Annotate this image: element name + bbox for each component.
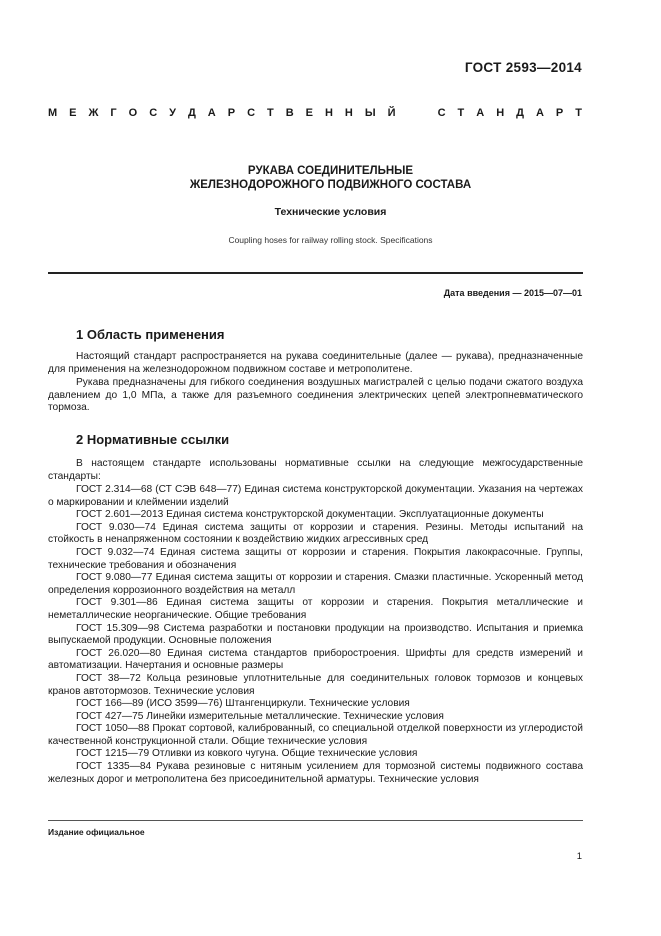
standard-type-heading <box>48 107 582 119</box>
standard-type-letter: Е <box>69 107 77 119</box>
reference-item: ГОСТ 2.314—68 (СТ СЭВ 648—77) Единая система конструкторской документации. Указания на чертежах о маркировании и клеймении изделий <box>48 484 583 508</box>
page-number: 1 <box>576 851 582 862</box>
reference-item: ГОСТ 166—89 (ИСО 3599—76) Штангенциркули. Технические условия <box>76 698 410 710</box>
standard-type-letter <box>423 107 426 119</box>
reference-item: ГОСТ 9.032—74 Единая система защиты от коррозии и старения. Покрытия лакокрасочные. Группы, технические требования и обозначения <box>48 546 583 571</box>
standard-type-letter: Д <box>187 107 196 119</box>
standard-type-letter: А <box>535 107 544 119</box>
standard-type-letter: Т <box>457 107 465 119</box>
standard-type-letter: Т <box>575 107 582 119</box>
standard-type-letter: Н <box>344 107 353 119</box>
footer-divider <box>48 820 583 821</box>
standard-type-letter: М <box>48 107 58 119</box>
standard-type-letter <box>408 107 411 119</box>
standard-type-letter: С <box>149 107 158 119</box>
standard-type-letter: У <box>169 107 176 119</box>
standard-type-letter: О <box>128 107 138 119</box>
reference-item: ГОСТ 15.309—98 Система разработки и постановки продукции на производство. Испытания и приемка выпускаемой продукции. Основные положения <box>48 622 583 647</box>
standard-type-letter: Н <box>496 107 505 119</box>
standard-type-letter: Р <box>555 107 564 119</box>
section-2-intro: В настоящем стандарте использованы нормативные ссылки на следующие межгосударственные стандарты: <box>48 458 583 482</box>
date-of-introduction: Дата введения — 2015—07—01 <box>443 288 582 298</box>
reference-item: ГОСТ 1050—88 Прокат сортовой, калиброванный, со специальной отделкой поверхности из углеродистой качественной конструкционной стали. Общие технические условия <box>48 723 583 747</box>
section-1-paragraph-2: Рукава предназначены для гибкого соединения воздушных магистралей с целью подачи сжатого воздуха давлением до 1,0 МПа, а также для разъемного соединения электрических цепей электропневматического тормоза. <box>48 377 583 414</box>
reference-item: ГОСТ 427—75 Линейки измерительные металлические. Технические условия <box>76 710 444 722</box>
reference-item: ГОСТ 9.030—74 Единая система защиты от коррозии и старения. Резины. Методы испытаний на стойкость в ненапряженном состоянии к воздействию жидких агрессивных сред <box>48 521 583 546</box>
title-line-1: РУКАВА СОЕДИНИТЕЛЬНЫЕ <box>247 165 414 177</box>
english-title: Coupling hoses for railway rolling stock. Specifications <box>228 235 433 245</box>
standard-type-letter: В <box>285 107 294 119</box>
reference-item: ГОСТ 2.601—2013 Единая система конструкторской документации. Эксплуатационные документы <box>76 509 544 521</box>
subtitle: Технические условия <box>274 206 387 218</box>
official-edition-label: Издание официальное <box>48 827 145 837</box>
reference-item: ГОСТ 9.080—77 Единая система защиты от коррозии и старения. Смазки пластичные. Ускоренный метод определения коррозионного воздействия на металл <box>48 572 583 596</box>
title-divider <box>48 272 583 274</box>
title-line-2: ЖЕЛЕЗНОДОРОЖНОГО ПОДВИЖНОГО СОСТАВА <box>189 179 472 191</box>
standard-type-letter: Ж <box>88 107 99 119</box>
standard-type-letter: Р <box>227 107 236 119</box>
standard-type-letter: Е <box>305 107 313 119</box>
standard-type-letter: А <box>207 107 216 119</box>
standard-type-letter: Н <box>324 107 333 119</box>
section-2-heading: 2 Нормативные ссылки <box>76 432 230 447</box>
section-1-heading: 1 Область применения <box>76 327 225 342</box>
reference-item: ГОСТ 9.301—86 Единая система защиты от коррозии и старения. Покрытия металлические и неметаллические неорганические. Общие требования <box>48 597 583 621</box>
standard-type-letter: С <box>247 107 256 119</box>
section-1-paragraph-1: Настоящий стандарт распространяется на рукава соединительные (далее — рукава), предназначенные для применения на железнодорожном подвижном составе и метрополитене. <box>48 351 583 375</box>
standard-type-letter: С <box>437 107 446 119</box>
reference-item: ГОСТ 26.020—80 Единая система стандартов приборостроения. Шрифты для средств измерений и автоматизации. Начертания и основные размеры <box>48 647 583 672</box>
standard-type-letter: А <box>476 107 485 119</box>
gost-number: ГОСТ 2593—2014 <box>464 60 582 75</box>
reference-item: ГОСТ 1215—79 Отливки из ковкого чугуна. Общие технические условия <box>76 748 418 760</box>
standard-type-letter: Т <box>267 107 274 119</box>
standard-type-letter: Д <box>516 107 524 119</box>
standard-type-letter: Г <box>110 107 117 119</box>
reference-list <box>48 484 583 786</box>
reference-item: ГОСТ 1335—84 Рукава резиновые с нитяным усилением для тормозной системы подвижного состава железных дорог и метрополитена без присоединительной арматуры. Технические условия <box>48 761 583 785</box>
reference-item: ГОСТ 38—72 Кольца резиновые уплотнительные для соединительных головок тормозов и концевых кранов автотормозов. Технические условия <box>48 672 583 697</box>
standard-type-letter: Ы <box>364 107 376 119</box>
standard-type-letter: Й <box>387 107 396 119</box>
